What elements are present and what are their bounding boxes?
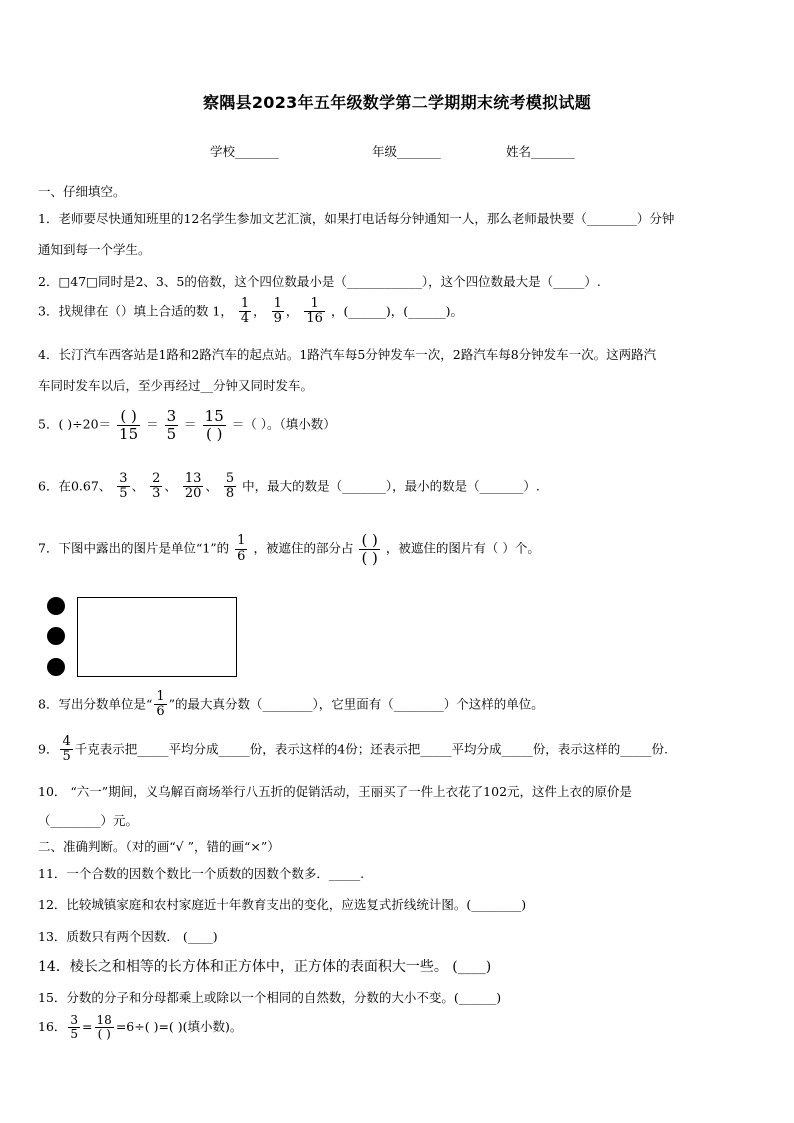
fraction bbox=[95, 1014, 114, 1041]
equals-sign: = bbox=[82, 1019, 93, 1035]
fraction-blank[interactable] bbox=[359, 532, 379, 566]
question-4-line-2: 车同时发车以后，至少再经过__分钟又同时发车。 bbox=[38, 378, 314, 393]
numerator: ( ) bbox=[361, 531, 378, 549]
separator: 、 bbox=[205, 478, 218, 494]
section-1-heading: 一、仔细填空。 bbox=[38, 184, 126, 199]
question-5-suffix: ＝（ ）。（填小数） bbox=[231, 416, 336, 432]
question-1-line-2: 通知到每一个学生。 bbox=[38, 242, 151, 257]
numerator: 1 bbox=[237, 533, 246, 549]
denominator: 9 bbox=[273, 311, 282, 327]
fraction bbox=[117, 408, 140, 442]
denominator: 3 bbox=[152, 486, 161, 502]
fraction bbox=[224, 472, 236, 502]
question-2: 2．□47□同时是2、3、5的倍数，这个四位数最小是（____________），这个四位数最大是（_____）. bbox=[38, 274, 601, 289]
denominator: 5 bbox=[166, 424, 177, 443]
denominator: 6 bbox=[237, 548, 246, 564]
question-9 bbox=[38, 735, 668, 765]
section-2-heading: 二、准确判断。（对的画“√ ”，错的画“×”） bbox=[38, 839, 280, 854]
fraction bbox=[68, 1014, 80, 1041]
question-5 bbox=[38, 408, 336, 442]
question-6-suffix: 中，最大的数是（_______），最小的数是（_______）. bbox=[242, 478, 540, 494]
question-7-middle: ，被遮住的部分占 bbox=[253, 540, 354, 556]
denominator: 5 bbox=[70, 1027, 79, 1042]
numerator: 18 bbox=[96, 1013, 112, 1027]
fraction bbox=[150, 472, 162, 502]
question-6 bbox=[38, 472, 540, 502]
fraction bbox=[239, 297, 251, 327]
numerator: 4 bbox=[62, 734, 71, 749]
denominator: ( ) bbox=[361, 548, 378, 567]
question-7-prefix: 7．下图中露出的图片是单位“1”的 bbox=[38, 540, 230, 556]
fraction bbox=[235, 534, 247, 564]
question-7-suffix: ，被遮住的图片有（ ）个。 bbox=[385, 540, 540, 556]
numerator: ( ) bbox=[120, 407, 137, 425]
question-16 bbox=[38, 1014, 242, 1041]
equals-sign: ＝ bbox=[146, 416, 159, 432]
question-10-line-2: （________）元。 bbox=[38, 813, 139, 828]
fraction bbox=[154, 690, 166, 720]
page-title: 察隅县2023年五年级数学第二学期期末统考模拟试题 bbox=[202, 93, 592, 112]
question-3-prefix: 3．找规律在（）填上合适的数 1， bbox=[38, 303, 233, 319]
question-11: 11．一个合数的因数个数比一个质数的因数个数多．_____. bbox=[38, 866, 365, 881]
denominator: ( ) bbox=[95, 1027, 114, 1041]
numerator: 3 bbox=[166, 407, 177, 425]
fraction bbox=[183, 472, 204, 502]
denominator: 15 bbox=[119, 424, 139, 443]
circle-icon bbox=[47, 597, 65, 615]
question-8-suffix: ”的最大真分数（________），它里面有（________）个这样的单位。 bbox=[168, 696, 544, 712]
denominator: 8 bbox=[225, 486, 235, 502]
question-8-prefix: 8．写出分数单位是“ bbox=[38, 696, 153, 712]
numerator: 3 bbox=[119, 471, 128, 486]
question-7 bbox=[38, 532, 540, 566]
name-field[interactable]: 姓名_______ bbox=[506, 144, 575, 159]
question-3-suffix: ，(______)，(______)。 bbox=[330, 303, 463, 319]
question-8 bbox=[38, 690, 544, 720]
question-5-prefix: 5．( )÷20＝ bbox=[38, 416, 112, 432]
denominator: 5 bbox=[62, 749, 71, 765]
fraction bbox=[60, 735, 72, 765]
separator: 、 bbox=[164, 478, 177, 494]
question-1-line-1: 1．老师要尽快通知班里的12名学生参加文艺汇演，如果打电话每分钟通知一人，那么老师最快要（________）分钟 bbox=[38, 211, 675, 226]
numerator: 1 bbox=[156, 689, 165, 704]
question-9-suffix: 千克表示把_____平均分成_____份，表示这样的4份；还表示把_____平均分成_____份，表示这样的_____份. bbox=[74, 741, 668, 757]
question-13: 13．质数只有两个因数． (____) bbox=[38, 929, 218, 944]
equals-sign: ＝ bbox=[184, 416, 197, 432]
fraction bbox=[272, 297, 284, 327]
question-10-line-1: 10． “六一”期间，义乌解百商场举行八五折的促销活动，王丽买了一件上衣花了102元，这件上衣的原价是 bbox=[38, 784, 633, 799]
denominator: 5 bbox=[119, 486, 128, 502]
fraction bbox=[203, 408, 226, 442]
denominator: 6 bbox=[156, 704, 165, 720]
numerator: 2 bbox=[152, 471, 161, 486]
fraction bbox=[165, 408, 179, 442]
denominator: ( ) bbox=[203, 425, 226, 443]
fraction bbox=[117, 472, 129, 502]
circle-icon bbox=[47, 627, 65, 645]
denominator: 20 bbox=[184, 486, 202, 502]
question-14: 14．棱长之和相等的长方体和正方体中，正方体的表面积大一些。 (____) bbox=[38, 959, 492, 975]
question-9-prefix: 9． bbox=[38, 741, 59, 757]
numerator: 1 bbox=[273, 296, 282, 311]
question-3: 3．找规律在（）填上合适的数 1， $\frac{1}{4}$ ， $\frac{1}{9}$ ， $\frac{1}{16}$ ，(______)，(______)。 bbox=[38, 296, 463, 327]
covering-rectangle bbox=[77, 597, 237, 677]
numerator: 1 bbox=[240, 296, 250, 311]
denominator: 4 bbox=[240, 311, 250, 327]
denominator: 16 bbox=[306, 311, 323, 327]
numerator: 15 bbox=[204, 407, 224, 425]
separator: 、 bbox=[131, 478, 145, 494]
numerator: 5 bbox=[225, 471, 235, 486]
question-15: 15．分数的分子和分母都乘上或除以一个相同的自然数，分数的大小不变。(______) bbox=[38, 990, 502, 1005]
question-16-prefix: 16． bbox=[38, 1019, 67, 1035]
grade-field[interactable]: 年级_______ bbox=[372, 144, 441, 159]
question-16-suffix: =6÷( )=( )(填小数)。 bbox=[115, 1019, 243, 1035]
school-field[interactable]: 学校_______ bbox=[210, 144, 279, 159]
fraction bbox=[304, 297, 325, 327]
circle-icon bbox=[47, 658, 65, 676]
numerator: 3 bbox=[70, 1013, 79, 1027]
numerator: 13 bbox=[184, 471, 202, 486]
numerator: 1 bbox=[310, 296, 319, 311]
question-6-prefix: 6．在0.67、 bbox=[38, 478, 112, 494]
question-12: 12．比较城镇家庭和农村家庭近十年教育支出的变化，应选复式折线统计图。(________) bbox=[38, 897, 527, 912]
question-4-line-1: 4．长汀汽车西客站是1路和2路汽车的起点站。1路汽车每5分钟发车一次，2路汽车每8分钟发车一次。这两路汽 bbox=[38, 347, 657, 362]
